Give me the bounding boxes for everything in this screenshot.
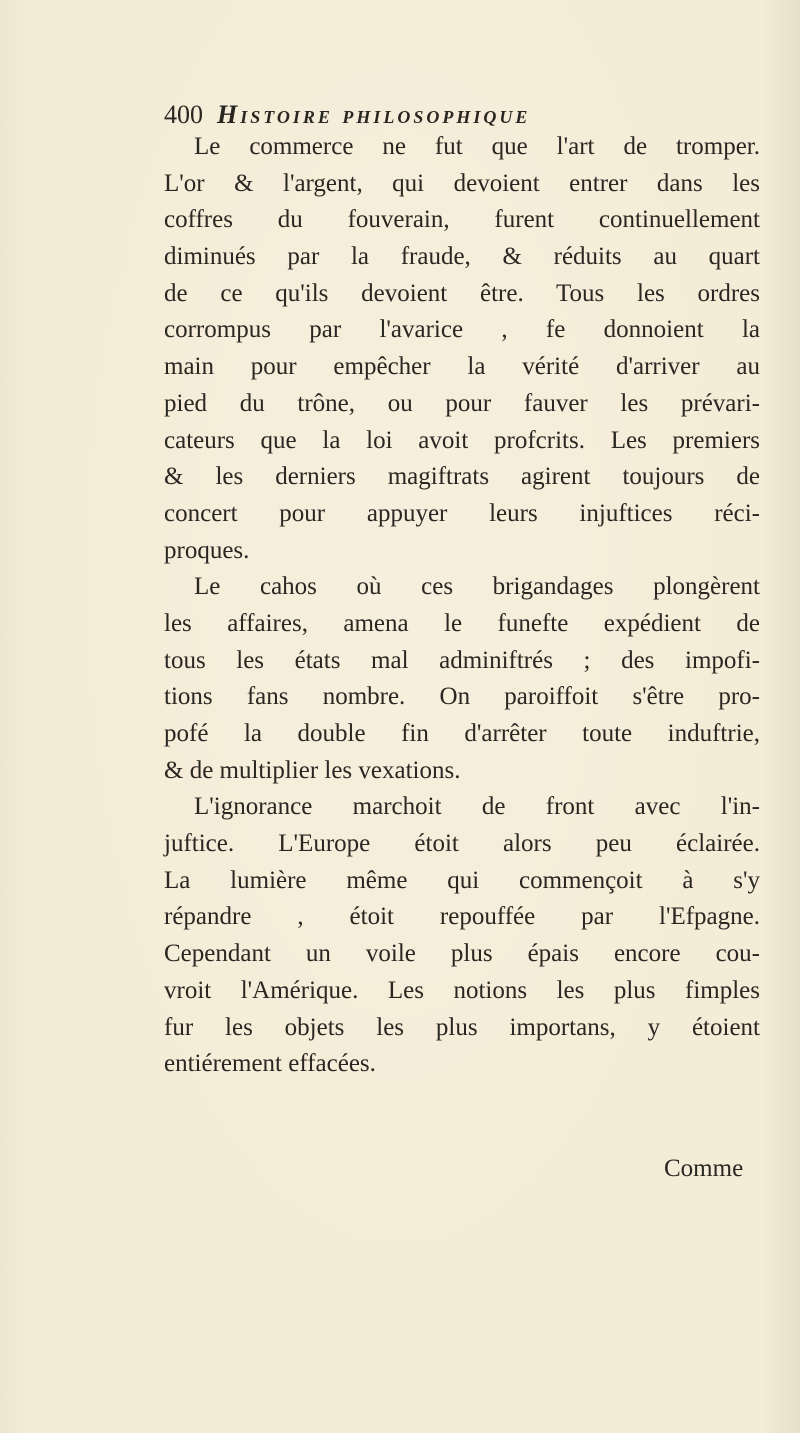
text-line: main pour empêcher la vérité d'arriver au [164,353,760,381]
text-line: fur les objets les plus importans, y étoient [164,1013,760,1041]
text-line: L'or & l'argent, qui devoient entrer dans les [164,169,760,197]
text-line: pied du trône, ou pour fauver les prévari- [164,389,760,417]
text-line: répandre , étoit repouffée par l'Efpagne. [164,903,760,931]
text-line: & de multiplier les vexations. [164,756,461,784]
text-line: tous les états mal adminiftrés ; des impofi- [164,646,760,674]
page-number: 400 [164,100,203,129]
text-line: tions fans nombre. On paroiffoit s'être pro- [164,683,760,711]
text-line: cateurs que la loi avoit profcrits. Les premiers [164,426,760,454]
text-line: corrompus par l'avarice , fe donnoient la [164,316,760,344]
text-line: L'ignorance marchoit de front avec l'in- [194,793,760,821]
text-line: coffres du fouverain, furent continuellement [164,206,760,234]
text-line: de ce qu'ils devoient être. Tous les ordres [164,279,760,307]
body-text [164,129,760,1083]
text-line: Cependant un voile plus épais encore cou- [164,940,760,968]
text-line: juftice. L'Europe étoit alors peu éclairée. [164,830,760,858]
text-line: La lumière même qui commençoit à s'y [164,866,760,894]
text-line: diminués par la fraude, & réduits au quart [164,243,760,271]
text-line: Le cahos où ces brigandages plongèrent [194,573,760,601]
text-line: les affaires, amena le funefte expédient de [164,609,760,637]
text-line: concert pour appuyer leurs injuftices réci- [164,499,760,527]
text-line: pofé la double fin d'arrêter toute induftrie, [164,720,760,747]
text-line: vroit l'Amérique. Les notions les plus fimples [164,976,760,1004]
text-line: & les derniers magiftrats agirent toujours de [164,463,760,491]
catchword: Comme [664,1155,744,1182]
text-line: Le commerce ne fut que l'art de tromper. [194,133,760,160]
running-title: Histoire philosophique [217,100,531,129]
text-line: entiérement effacées. [164,1050,376,1078]
text-line: proques. [164,536,250,564]
